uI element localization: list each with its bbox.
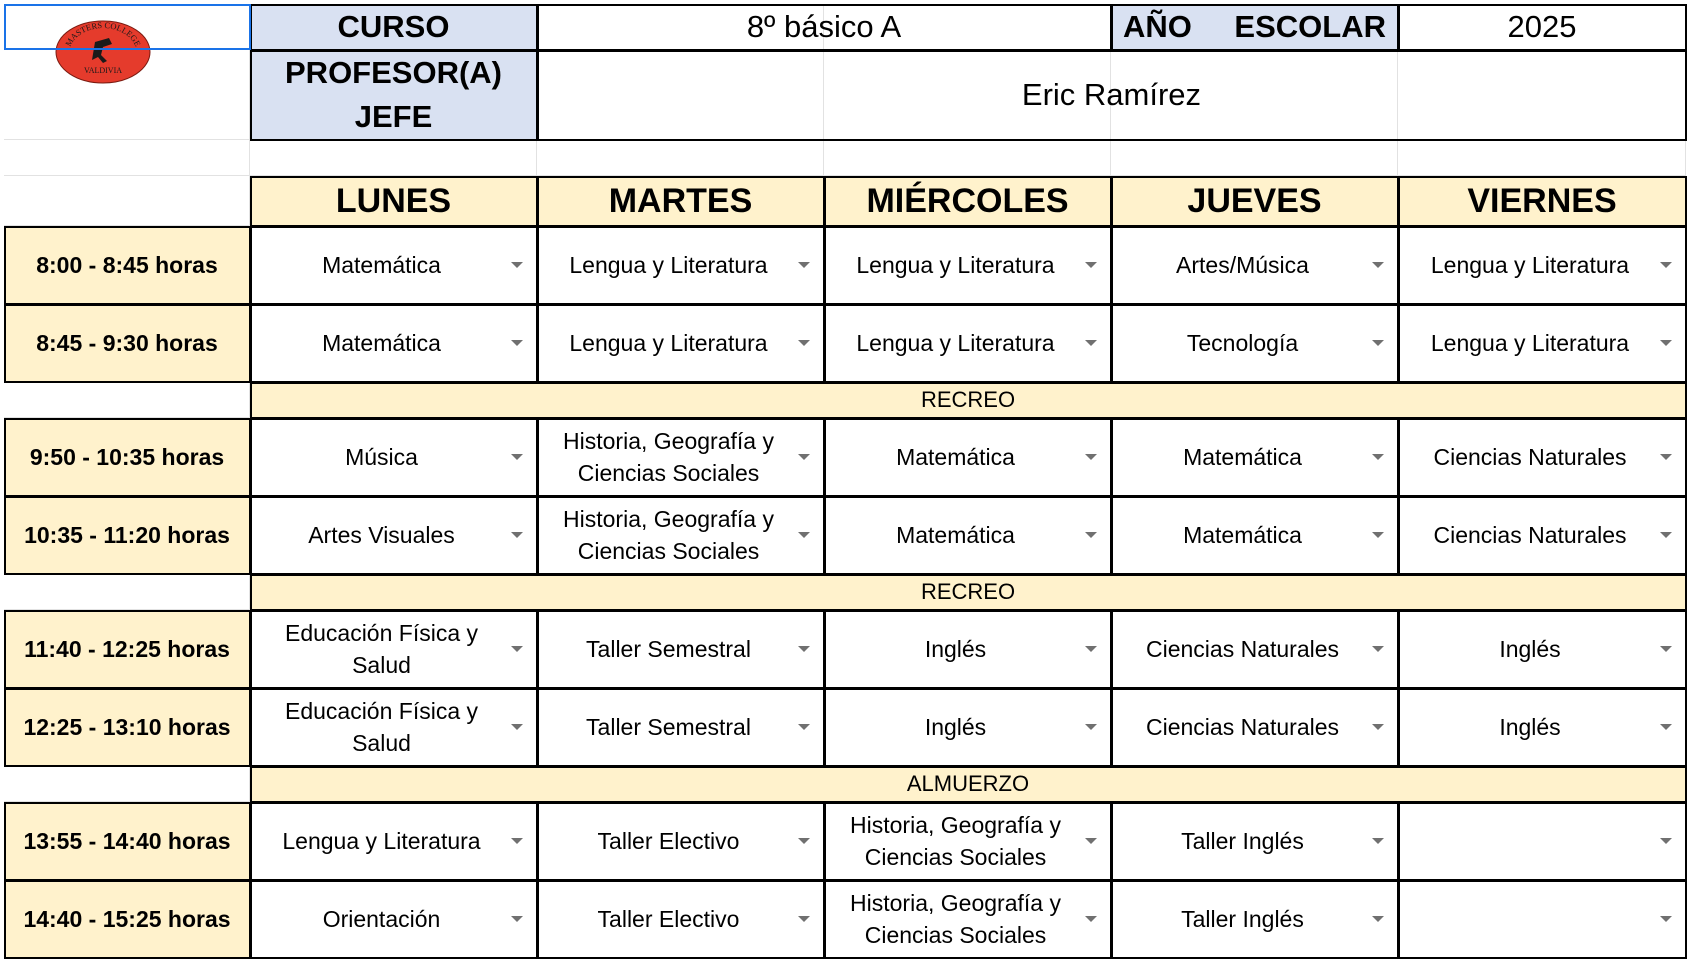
break-row: RECREO: [250, 574, 1686, 610]
chevron-down-icon[interactable]: [1085, 646, 1097, 652]
cell-border: [1685, 610, 1687, 689]
cell-border: [1685, 4, 1687, 51]
cell-border: [1398, 610, 1686, 612]
chevron-down-icon[interactable]: [1660, 454, 1672, 460]
cell-border: [4, 610, 6, 688]
cell-border: [1398, 496, 1400, 574]
grid-cell[interactable]: [1398, 140, 1686, 176]
chevron-down-icon[interactable]: [798, 838, 810, 844]
day-header-miércoles: MIÉRCOLES: [824, 176, 1111, 226]
cell-border: [537, 304, 824, 306]
cell-border: [537, 226, 824, 228]
chevron-down-icon[interactable]: [1085, 340, 1097, 346]
chevron-down-icon[interactable]: [1372, 262, 1384, 268]
ano-value[interactable]: 2025: [1507, 9, 1577, 44]
subject-cell[interactable]: Inglés: [924, 714, 987, 740]
cell-border: [250, 610, 252, 688]
escolar-label: ESCOLAR: [1234, 9, 1386, 44]
cell-border: [250, 226, 252, 304]
cell-border: [537, 610, 824, 612]
cell-border: [824, 418, 826, 496]
cell-border: [1111, 226, 1113, 304]
cell-border: [1111, 226, 1398, 228]
cell-border: [250, 418, 537, 420]
cell-border: [250, 382, 252, 418]
cell-border: [537, 176, 539, 226]
cell-border: [250, 304, 252, 382]
subject-cell[interactable]: Taller Electivo: [597, 906, 740, 932]
chevron-down-icon[interactable]: [1372, 532, 1384, 538]
cell-border: [1111, 418, 1113, 496]
cell-border: [250, 880, 252, 958]
cell-border: [824, 304, 1111, 306]
cell-border: [1111, 496, 1398, 498]
cell-border: [824, 418, 1111, 420]
subject-cell[interactable]: Matemática: [322, 330, 441, 356]
cell-border: [824, 880, 826, 958]
cell-border: [824, 226, 1111, 228]
cell-border: [824, 176, 1111, 178]
profesor-jefe-label: PROFESOR(A) JEFE: [250, 50, 537, 140]
cell-border: [4, 802, 250, 804]
chevron-down-icon[interactable]: [511, 262, 523, 268]
chevron-down-icon[interactable]: [1372, 916, 1384, 922]
cell-border: [250, 50, 537, 52]
cell-border: [1398, 688, 1400, 766]
chevron-down-icon[interactable]: [1085, 838, 1097, 844]
chevron-down-icon[interactable]: [511, 916, 523, 922]
cell-border: [1398, 957, 1686, 959]
cell-border: [250, 610, 537, 612]
chevron-down-icon[interactable]: [1372, 454, 1384, 460]
chevron-down-icon[interactable]: [1660, 724, 1672, 730]
cell-border: [1398, 304, 1686, 306]
cell-border: [4, 880, 6, 958]
cell-border: [1398, 880, 1686, 882]
cell-border: [250, 496, 252, 574]
cell-border: [250, 382, 1686, 384]
chevron-down-icon[interactable]: [798, 724, 810, 730]
cell-border: [537, 610, 539, 688]
curso-label: CURSO: [250, 4, 537, 50]
subject-cell[interactable]: [1398, 802, 1686, 880]
chevron-down-icon[interactable]: [1660, 262, 1672, 268]
chevron-down-icon[interactable]: [1660, 532, 1672, 538]
subject-cell[interactable]: Ciencias Naturales: [1145, 714, 1340, 740]
subject-cell[interactable]: Lengua y Literatura: [856, 252, 1055, 278]
subject-cell[interactable]: Inglés: [924, 636, 987, 662]
subject-cell[interactable]: Taller Semestral: [586, 636, 751, 662]
time-slot: 8:45 - 9:30 horas: [4, 304, 250, 382]
grid-cell[interactable]: [4, 382, 250, 418]
cell-border: [537, 880, 539, 958]
cell-border: [1398, 802, 1400, 880]
cell-border: [250, 4, 537, 6]
cell-border: [1398, 802, 1686, 804]
time-slot: 8:00 - 8:45 horas: [4, 226, 250, 304]
cell-border: [824, 304, 826, 382]
logo-text-top: MASTERS COLLEGE: [63, 20, 144, 48]
cell-border: [250, 766, 252, 802]
cell-border: [250, 802, 252, 880]
day-header-viernes: VIERNES: [1398, 176, 1686, 226]
cell-border: [824, 496, 826, 574]
subject-cell[interactable]: Lengua y Literatura: [856, 330, 1055, 356]
cell-border: [1111, 496, 1113, 574]
cell-border: [250, 688, 537, 690]
cell-border: [824, 880, 1111, 882]
cell-border: [250, 880, 537, 882]
cell-border: [824, 610, 1111, 612]
cell-border: [250, 139, 537, 141]
subject-cell[interactable]: Historia, Geografía y Ciencias Sociales: [850, 812, 1061, 870]
cell-border: [1398, 4, 1400, 50]
cell-border: [4, 226, 6, 304]
cell-border: [4, 418, 6, 496]
cell-border: [537, 4, 539, 50]
subject-cell[interactable]: Taller Inglés: [1181, 906, 1304, 932]
chevron-down-icon[interactable]: [1660, 340, 1672, 346]
subject-cell[interactable]: Ciencias Naturales: [1433, 444, 1627, 470]
cell-border: [250, 304, 537, 306]
subject-cell[interactable]: Lengua y Literatura: [1430, 252, 1630, 278]
cell-border: [537, 226, 539, 304]
chevron-down-icon[interactable]: [1085, 262, 1097, 268]
cell-border: [4, 304, 250, 306]
cell-border: [1398, 496, 1686, 498]
cell-border: [1685, 766, 1687, 803]
time-slot: 9:50 - 10:35 horas: [4, 418, 250, 496]
subject-cell[interactable]: Historia, Geografía y Ciencias Sociales: [563, 428, 774, 486]
grid-cell[interactable]: [4, 140, 250, 176]
cell-border: [537, 688, 539, 766]
cell-border: [1398, 226, 1686, 228]
cell-border: [537, 496, 539, 574]
cell-border: [1398, 176, 1400, 226]
cell-border: [1111, 688, 1398, 690]
cell-border: [250, 226, 537, 228]
subject-cell[interactable]: Matemática: [1183, 522, 1302, 548]
cell-border: [250, 418, 252, 496]
cell-border: [824, 176, 826, 226]
subject-cell[interactable]: Lengua y Literatura: [1430, 330, 1630, 356]
cell-border: [537, 304, 539, 382]
cell-border: [537, 688, 824, 690]
time-slot: 12:25 - 13:10 horas: [4, 688, 250, 766]
cell-border: [537, 4, 1111, 6]
cell-border: [1398, 4, 1686, 6]
chevron-down-icon[interactable]: [798, 340, 810, 346]
grid-cell[interactable]: [250, 140, 537, 176]
cell-border: [4, 957, 250, 959]
subject-cell[interactable]: [1398, 880, 1686, 958]
cell-border: [1398, 880, 1400, 958]
subject-cell[interactable]: Matemática: [322, 252, 441, 278]
cell-border: [1111, 688, 1113, 766]
cell-border: [250, 50, 252, 140]
cell-border: [1398, 610, 1400, 688]
chevron-down-icon[interactable]: [1085, 916, 1097, 922]
cell-border: [1398, 226, 1400, 304]
chevron-down-icon[interactable]: [1660, 838, 1672, 844]
chevron-down-icon[interactable]: [1372, 838, 1384, 844]
curso-value[interactable]: 8º básico A: [746, 9, 902, 44]
cell-border: [250, 496, 537, 498]
break-row: ALMUERZO: [250, 766, 1686, 802]
cell-border: [824, 688, 1111, 690]
subject-cell[interactable]: Taller Electivo: [597, 828, 740, 854]
cell-border: [537, 496, 824, 498]
chevron-down-icon[interactable]: [1372, 646, 1384, 652]
cell-border: [4, 765, 250, 767]
cell-border: [250, 176, 537, 178]
cell-border: [537, 418, 539, 496]
profesor-jefe-value[interactable]: Eric Ramírez: [1021, 77, 1202, 112]
cell-border: [824, 957, 1111, 959]
cell-border: [250, 802, 537, 804]
subject-cell[interactable]: Lengua y Literatura: [569, 330, 768, 356]
cell-border: [537, 176, 824, 178]
cell-border: [1685, 418, 1687, 497]
cell-border: [1111, 304, 1113, 382]
day-header-martes: MARTES: [537, 176, 824, 226]
subject-cell[interactable]: Matemática: [896, 522, 1015, 548]
chevron-down-icon[interactable]: [511, 340, 523, 346]
cell-border: [4, 496, 250, 498]
cell-border: [4, 226, 250, 228]
cell-border: [1111, 880, 1398, 882]
chevron-down-icon[interactable]: [511, 646, 523, 652]
cell-border: [1398, 688, 1686, 690]
cell-border: [1111, 176, 1398, 178]
chevron-down-icon[interactable]: [798, 646, 810, 652]
subject-cell[interactable]: Ciencias Naturales: [1433, 522, 1627, 548]
time-slot: 13:55 - 14:40 horas: [4, 802, 250, 880]
cell-border: [1398, 418, 1686, 420]
cell-border: [4, 381, 250, 383]
cell-border: [537, 50, 1686, 52]
subject-cell[interactable]: Taller Semestral: [586, 714, 751, 740]
cell-border: [1111, 304, 1398, 306]
cell-border: [1685, 382, 1687, 419]
cell-border: [1398, 176, 1686, 178]
cell-border: [1111, 610, 1398, 612]
subject-cell[interactable]: Ciencias Naturales: [1145, 636, 1340, 662]
cell-border: [824, 802, 826, 880]
subject-cell[interactable]: Inglés: [1499, 714, 1561, 740]
subject-cell[interactable]: Educación Física y Salud: [284, 620, 479, 678]
cell-border: [1685, 176, 1687, 227]
subject-cell[interactable]: Orientación: [322, 906, 441, 932]
cell-border: [1685, 880, 1687, 959]
cell-border: [1685, 802, 1687, 881]
cell-border: [537, 50, 539, 140]
subject-cell[interactable]: Artes/Música: [1176, 252, 1309, 278]
cell-border: [537, 139, 1686, 141]
chevron-down-icon[interactable]: [511, 454, 523, 460]
day-header-lunes: LUNES: [250, 176, 537, 226]
subject-cell[interactable]: Inglés: [1499, 636, 1561, 662]
subject-cell[interactable]: Lengua y Literatura: [282, 828, 481, 854]
cell-border: [250, 766, 1686, 768]
chevron-down-icon[interactable]: [1372, 340, 1384, 346]
cell-border: [824, 688, 826, 766]
cell-border: [250, 957, 537, 959]
selected-cell[interactable]: [4, 4, 251, 50]
cell-border: [537, 418, 824, 420]
break-row: RECREO: [250, 382, 1686, 418]
chevron-down-icon[interactable]: [798, 532, 810, 538]
chevron-down-icon[interactable]: [511, 838, 523, 844]
ano-escolar-label: [1111, 4, 1398, 50]
cell-border: [4, 610, 250, 612]
chevron-down-icon[interactable]: [798, 454, 810, 460]
subject-cell[interactable]: Tecnología: [1186, 330, 1299, 356]
time-slot: 10:35 - 11:20 horas: [4, 496, 250, 574]
chevron-down-icon[interactable]: [1660, 646, 1672, 652]
cell-border: [4, 496, 6, 574]
cell-border: [1685, 304, 1687, 383]
cell-border: [537, 880, 824, 882]
cell-border: [1111, 802, 1398, 804]
cell-border: [1111, 880, 1113, 958]
cell-border: [824, 610, 826, 688]
grid-cell[interactable]: [4, 176, 250, 226]
cell-border: [4, 880, 250, 882]
cell-border: [537, 802, 824, 804]
chevron-down-icon[interactable]: [511, 532, 523, 538]
subject-cell[interactable]: Historia, Geografía y Ciencias Sociales: [850, 890, 1061, 948]
cell-border: [1111, 418, 1398, 420]
chevron-down-icon[interactable]: [511, 724, 523, 730]
grid-cell[interactable]: [4, 766, 250, 802]
cell-border: [250, 176, 252, 226]
grid-cell[interactable]: [537, 140, 824, 176]
time-slot: 14:40 - 15:25 horas: [4, 880, 250, 958]
grid-cell[interactable]: [1111, 140, 1398, 176]
cell-border: [1685, 688, 1687, 767]
subject-cell[interactable]: Lengua y Literatura: [569, 252, 768, 278]
cell-border: [4, 688, 250, 690]
chevron-down-icon[interactable]: [1372, 724, 1384, 730]
cell-border: [1111, 4, 1113, 50]
chevron-down-icon[interactable]: [1660, 916, 1672, 922]
cell-border: [537, 802, 539, 880]
logo-text-bottom: VALDIVIA: [83, 66, 123, 75]
chevron-down-icon[interactable]: [798, 916, 810, 922]
cell-border: [1111, 610, 1113, 688]
chevron-down-icon[interactable]: [1085, 454, 1097, 460]
chevron-down-icon[interactable]: [798, 262, 810, 268]
cell-border: [1111, 176, 1113, 226]
subject-cell[interactable]: Matemática: [1183, 444, 1302, 470]
cell-border: [1398, 304, 1400, 382]
subject-cell[interactable]: Música: [345, 444, 418, 470]
cell-border: [4, 304, 6, 382]
cell-border: [1685, 496, 1687, 575]
grid-cell[interactable]: [824, 140, 1111, 176]
ano-label: AÑO: [1123, 9, 1192, 44]
cell-border: [1111, 957, 1398, 959]
day-header-jueves: JUEVES: [1111, 176, 1398, 226]
cell-border: [537, 957, 824, 959]
cell-border: [4, 802, 6, 880]
cell-border: [250, 688, 252, 766]
cell-border: [1685, 574, 1687, 611]
grid-cell[interactable]: [4, 574, 250, 610]
cell-border: [4, 418, 250, 420]
cell-border: [1398, 418, 1400, 496]
cell-border: [4, 573, 250, 575]
cell-border: [824, 802, 1111, 804]
subject-cell[interactable]: Educación Física y Salud: [284, 698, 479, 756]
subject-cell[interactable]: Matemática: [896, 444, 1015, 470]
chevron-down-icon[interactable]: [1085, 532, 1097, 538]
subject-cell[interactable]: Historia, Geografía y Ciencias Sociales: [563, 506, 774, 564]
cell-border: [824, 496, 1111, 498]
subject-cell[interactable]: Taller Inglés: [1181, 828, 1304, 854]
cell-border: [824, 226, 826, 304]
chevron-down-icon[interactable]: [1085, 724, 1097, 730]
cell-border: [1111, 802, 1113, 880]
cell-border: [250, 574, 1686, 576]
subject-cell[interactable]: Artes Visuales: [308, 522, 455, 548]
cell-border: [1685, 226, 1687, 305]
time-slot: 11:40 - 12:25 horas: [4, 610, 250, 688]
cell-border: [250, 574, 252, 610]
cell-border: [1111, 4, 1398, 6]
cell-border: [1685, 50, 1687, 141]
cell-border: [4, 688, 6, 766]
